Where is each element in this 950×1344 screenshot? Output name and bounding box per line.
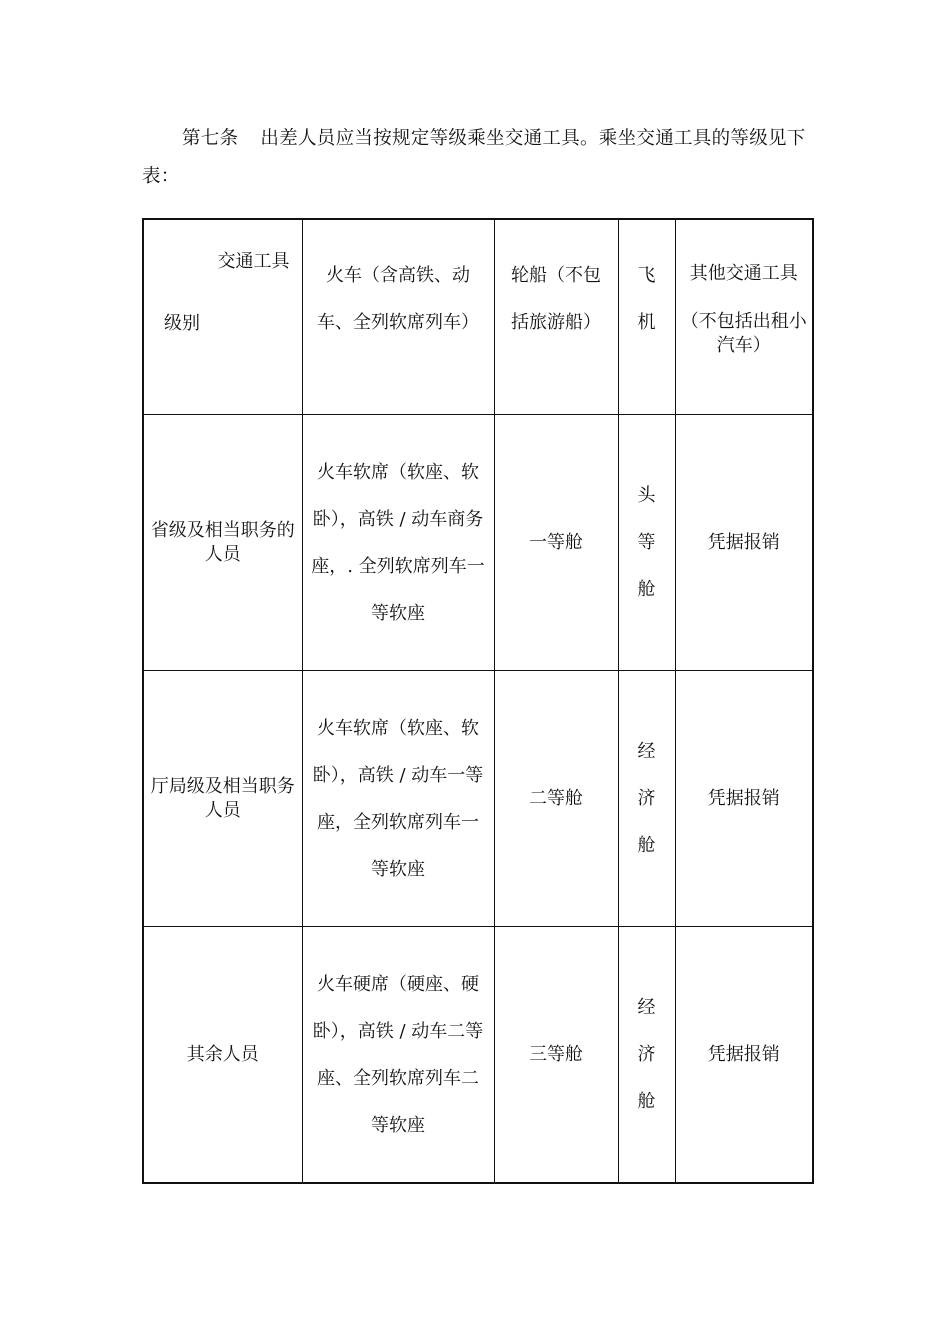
table-header-row xyxy=(143,219,813,415)
ship-cell: 二等舱 xyxy=(494,671,618,927)
article-text: 出差人员应当按规定等级乘坐交通工具。乘坐交通工具的等级见下表： xyxy=(142,128,806,187)
header-plane: 飞机 xyxy=(618,219,675,415)
other-cell: 凭据报销 xyxy=(675,927,813,1184)
level-cell: 厅局级及相当职务人员 xyxy=(143,671,302,927)
plane-cell: 头等舱 xyxy=(618,415,675,671)
table-row xyxy=(143,671,813,927)
article-number: 第七条 xyxy=(182,128,239,149)
train-cell: 火车软席（软座、软卧），高铁 / 动车商务座，. 全列软席列车一等软座 xyxy=(302,415,494,671)
header-ship: 轮船（不包括旅游船） xyxy=(494,219,618,415)
header-other-note: （不包括出租小汽车） xyxy=(680,311,807,356)
header-other xyxy=(675,219,813,415)
header-transport-label: 交通工具 xyxy=(217,251,290,272)
transport-grade-table xyxy=(142,218,814,1184)
table-row xyxy=(143,927,813,1184)
header-level-label: 级别 xyxy=(164,313,200,334)
header-train: 火车（含高铁、动车、全列软席列车） xyxy=(302,219,494,415)
train-cell: 火车软席（软座、软卧），高铁 / 动车一等座，全列软席列车一等软座 xyxy=(302,671,494,927)
article-paragraph xyxy=(142,120,814,196)
ship-cell: 三等舱 xyxy=(494,927,618,1184)
plane-cell: 经济舱 xyxy=(618,927,675,1184)
other-cell: 凭据报销 xyxy=(675,671,813,927)
header-corner-cell xyxy=(143,219,302,415)
level-cell: 省级及相当职务的人员 xyxy=(143,415,302,671)
level-cell: 其余人员 xyxy=(143,927,302,1184)
ship-cell: 一等舱 xyxy=(494,415,618,671)
plane-cell: 经济舱 xyxy=(618,671,675,927)
other-cell: 凭据报销 xyxy=(675,415,813,671)
train-cell: 火车硬席（硬座、硬卧），高铁 / 动车二等座、全列软席列车二等软座 xyxy=(302,927,494,1184)
header-other-title: 其他交通工具 xyxy=(689,263,798,284)
table-row xyxy=(143,415,813,671)
